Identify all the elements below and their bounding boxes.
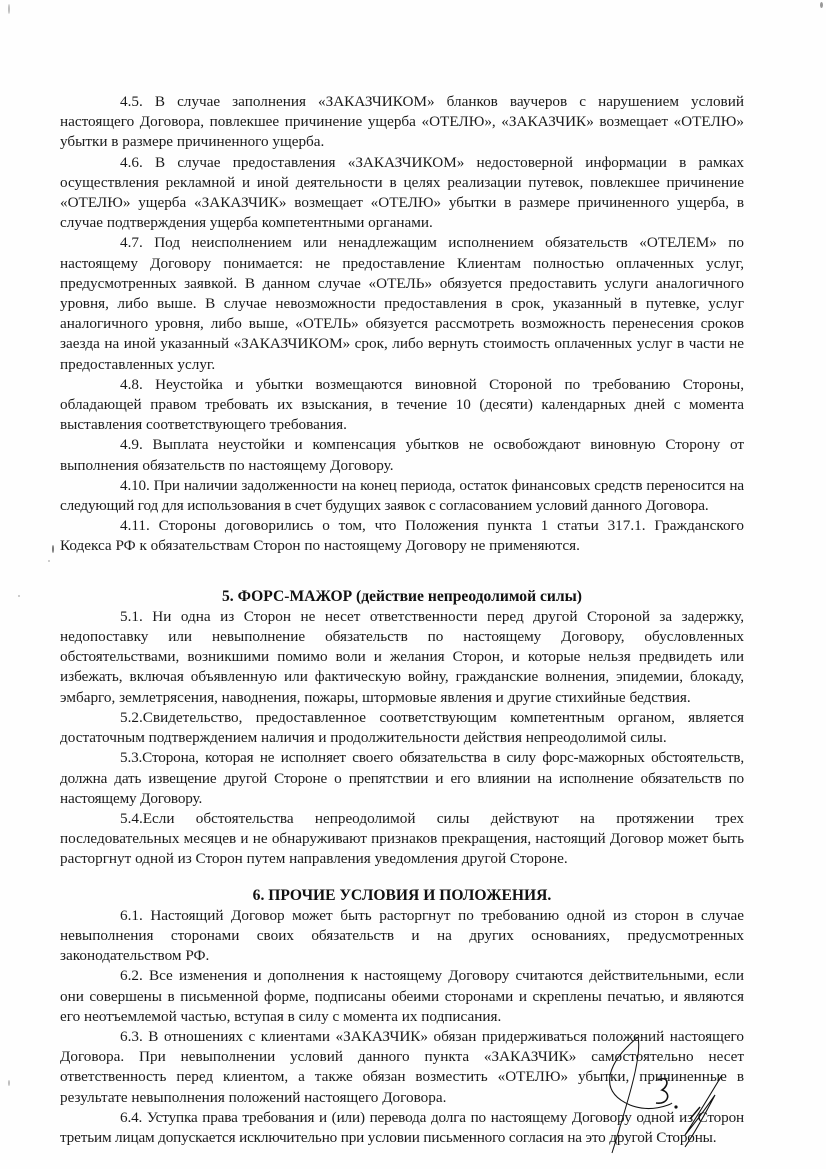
section-6-title: 6. ПРОЧИЕ УСЛОВИЯ И ПОЛОЖЕНИЯ.	[252, 886, 552, 904]
scan-artifact	[8, 4, 10, 14]
scan-artifact	[8, 1080, 10, 1086]
spacer	[60, 870, 744, 886]
clause-5-4: 5.4.Если обстоятельства непреодолимой силы действуют на протяжении трех последовательных месяцев и не обнаруживают признаков прекращения, настоящий Договор может быть расторгнут одной из Сторон путем направления уведомления другой Стороне.	[60, 809, 744, 868]
clause-4-9: 4.9. Выплата неустойки и компенсация убытков не освобождают виновную Сторону от выполнения обязательств по настоящему Договору.	[60, 436, 744, 474]
signature-icon	[590, 1035, 760, 1155]
section-4-liability	[60, 92, 744, 557]
clause-6-1: 6.1. Настоящий Договор может быть расторгнут по требованию одной из сторон в случае невыполнения сторонами своих обязательств и на других основаниях, предусмотренных законодательством РФ.	[60, 906, 744, 965]
handwritten-signature	[590, 1035, 760, 1155]
clause-5-1: 5.1. Ни одна из Сторон не несет ответственности перед другой Стороной за задержку, недопоставку или невыполнение обязательств по настоящему Договору, обусловленных обстоятельствами, возникшими помимо воли и желания Сторон, и которые нельзя предвидеть или избежать, включая объявленную или фактическую войну, гражданские волнения, эпидемии, блокаду, эмбарго, землетрясения, наводнения, пожары, штормовые явления и другие стихийные бедствия.	[60, 607, 744, 706]
scan-artifact	[52, 545, 54, 553]
section-5-force-majeure	[60, 587, 744, 870]
clause-6-3: 6.3. В отношениях с клиентами «ЗАКАЗЧИК» обязан придерживаться положений настоящего Договора. При невыполнении условий данного пункта «ЗАКАЗЧИК» самостоятельно несет ответственность перед клиентом, а также обязан возместить «ОТЕЛЮ» убытки, причиненные в результате невыполнения положений настоящего Договора.	[60, 1027, 744, 1106]
clause-5-3: 5.3.Сторона, которая не исполняет своего обязательства в силу форс-мажорных обстоятельств, должна дать извещение другой Стороне о препятствии и его влиянии на исполнение обязательств по настоящему Договору.	[60, 749, 744, 807]
document-body	[60, 92, 744, 1148]
clause-4-5: 4.5. В случае заполнения «ЗАКАЗЧИКОМ» бланков ваучеров с нарушением условий настоящего Договора, повлекшее причинение ущерба «ОТЕЛЮ», «ЗАКАЗЧИК» возмещает «ОТЕЛЮ» убытки в размере причиненного ущерба.	[60, 93, 744, 151]
scan-artifact	[48, 560, 50, 562]
clause-4-10: 4.10. При наличии задолженности на конец периода, остаток финансовых средств переносится на следующий год для использования в счет будущих заявок с согласованием условий данного Договора.	[60, 476, 744, 515]
spacer	[60, 557, 744, 573]
clause-4-8: 4.8. Неустойка и убытки возмещаются виновной Стороной по требованию Стороны, обладающей правом требовать их взыскания, в течение 10 (десяти) календарных дней с момента выставления соответствующего требования.	[60, 375, 744, 434]
spacer	[60, 573, 744, 587]
clause-6-4: 6.4. Уступка права требования и (или) перевода долга по настоящему Договору одной из Сторон третьим лицам допускается исключительно при условии письменного согласия на это другой Стороны.	[60, 1108, 744, 1146]
clause-6-2: 6.2. Все изменения и дополнения к настоящему Договору считаются действительными, если они совершены в письменной форме, подписаны обеими сторонами и скреплены печатью, и являются его неотъемлемой частью, вступая в силу с момента их подписания.	[60, 967, 744, 1025]
clause-4-7: 4.7. Под неисполнением или ненадлежащим исполнением обязательств «ОТЕЛЕМ» по настоящему Договору понимается: не предоставление Клиентам полностью оплаченных услуг, предусмотренных заявкой. В данном случае «ОТЕЛЬ» обязуется предоставить услуги аналогичного уровня, либо выше. В случае невозможности предоставления в срок, указанный в путевке, услуг аналогичного уровня, либо выше, «ОТЕЛЬ» обязуется рассмотреть возможность перенесения сроков заезда на иной указанный «ЗАКАЗЧИКОМ» срок, либо вернуть стоимость оплаченных услуг в части не предоставленных услуг.	[60, 234, 744, 373]
clause-5-2: 5.2.Свидетельство, предоставленное соответствующим компетентным органом, является достаточным подтверждением наличия и продолжительности действия непреодолимой силы.	[60, 708, 744, 747]
scan-artifact	[820, 2, 823, 8]
scan-artifact	[18, 595, 20, 597]
clause-4-11: 4.11. Стороны договорились о том, что Положения пункта 1 статьи 317.1. Гражданского Кодекса РФ к обязательствам Сторон по настоящему Договору не применяются.	[60, 517, 744, 555]
section-5-title: 5. ФОРС-МАЖОР (действие непреодолимой силы)	[222, 587, 582, 605]
clause-4-6: 4.6. В случае предоставления «ЗАКАЗЧИКОМ» недостоверной информации в рамках осуществления рекламной и иной деятельности в целях реализации путевок, повлекшее причинение «ОТЕЛЮ» ущерба «ЗАКАЗЧИК» возмещает «ОТЕЛЮ» убытки в размере причиненного ущерба, в случае подтверждения ущерба компетентными органами.	[60, 153, 744, 232]
